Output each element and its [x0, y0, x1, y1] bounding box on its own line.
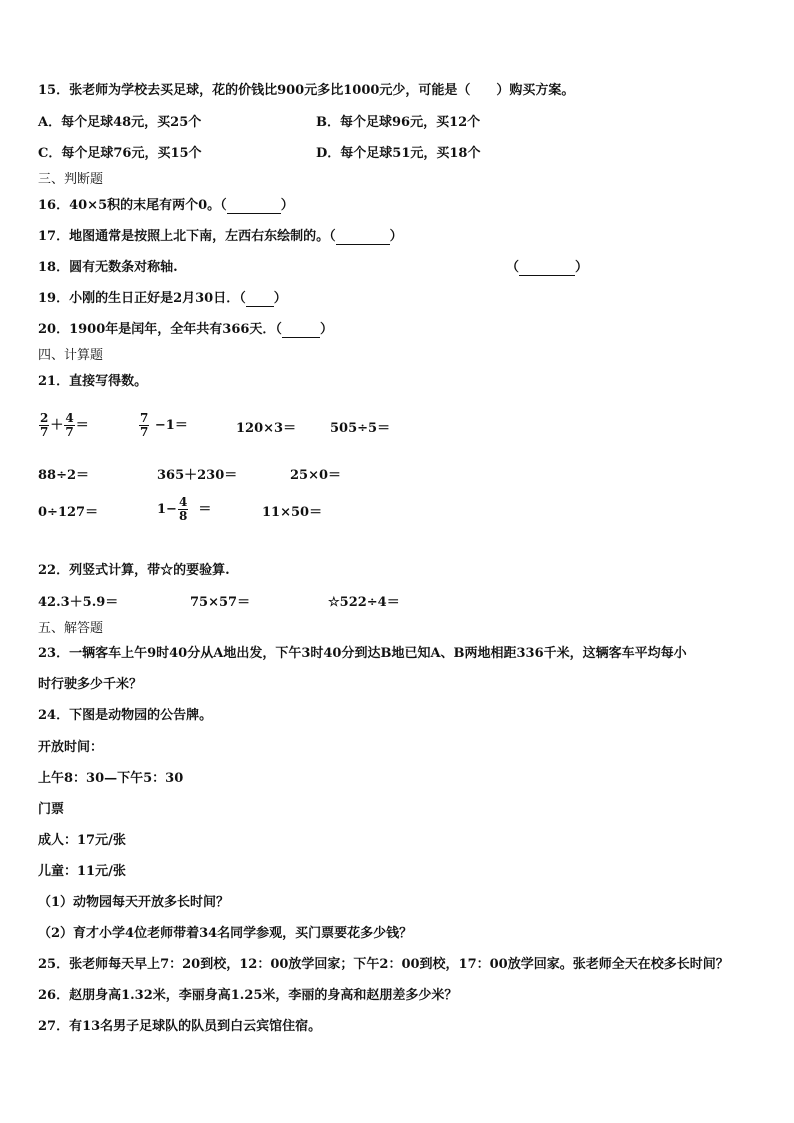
- q22-expr-3: ☆522÷4＝: [328, 595, 400, 610]
- fraction: [139, 412, 149, 439]
- q23-line-2: 时行驶多少千米？: [38, 677, 143, 692]
- notice-open-hours: 上午8：30—下午5：30: [38, 771, 184, 786]
- q20: [38, 322, 333, 338]
- q16-text: 16．40×5积的末尾有两个0。: [38, 198, 221, 213]
- expr-prefix: 1−: [157, 502, 177, 517]
- q16-close: ）: [280, 198, 294, 213]
- q20-answer-blank[interactable]: [282, 325, 320, 338]
- q21-title: 21．直接写得数。: [38, 374, 148, 389]
- section-5-heading: 五、解答题: [38, 621, 104, 636]
- numerator: 4: [178, 495, 188, 509]
- q21-expr-3: 120×3＝: [236, 421, 297, 436]
- notice-ticket-label: 门票: [38, 802, 65, 817]
- numerator: 4: [65, 411, 74, 425]
- q19-close: ）: [273, 291, 287, 306]
- q24-sub-1: （1）动物园每天开放多长时间？: [38, 895, 230, 910]
- q17-open: （: [329, 229, 336, 244]
- q18-answer: [506, 260, 588, 276]
- denominator: 7: [65, 425, 74, 439]
- q17-text: 17．地图通常是按照上北下南，左西右东绘制的。: [38, 229, 330, 244]
- q21-expr-4: 505÷5＝: [330, 421, 391, 436]
- q21-expr-5: 88÷2＝: [38, 468, 90, 483]
- section-3-heading: 三、判断题: [38, 172, 104, 187]
- denominator: 8: [178, 509, 188, 523]
- fraction: [178, 496, 188, 523]
- q18-answer-blank[interactable]: [519, 263, 575, 276]
- q20-open: （: [275, 322, 282, 337]
- q15-option-b: B．每个足球96元，买12个: [316, 115, 481, 130]
- q15-option-a: A．每个足球48元，买25个: [38, 115, 202, 130]
- q21-expr-9: [157, 496, 211, 523]
- q21-expr-2: [138, 412, 188, 439]
- q15-option-d: D．每个足球51元，买18个: [316, 146, 481, 161]
- q22-expr-2: 75×57＝: [190, 595, 251, 610]
- q20-text: 20．1900年是闰年，全年共有366天．: [38, 322, 276, 337]
- q27: 27．有13名男子足球队的队员到白云宾馆住宿。: [38, 1019, 322, 1034]
- q15-option-c: C．每个足球76元，买15个: [38, 146, 202, 161]
- q21-expr-10: 11×50＝: [262, 505, 323, 520]
- q19-open: （: [239, 291, 246, 306]
- q19-text: 19．小刚的生日正好是2月30日．: [38, 291, 240, 306]
- q19: [38, 291, 287, 307]
- fraction: [64, 412, 74, 439]
- q18-close: ）: [575, 260, 589, 275]
- notice-adult-price: 成人：17元/张: [38, 833, 126, 848]
- q24-title: 24．下图是动物园的公告牌。: [38, 708, 213, 723]
- q20-close: ）: [319, 322, 333, 337]
- numerator: 7: [140, 411, 149, 425]
- q24-sub-2: （2）育才小学4位老师带着34名同学参观，买门票要花多少钱？: [38, 926, 413, 941]
- q21-expr-7: 25×0＝: [290, 468, 342, 483]
- denominator: 7: [40, 425, 49, 439]
- q21-expr-8: 0÷127＝: [38, 505, 99, 520]
- q16-answer-blank[interactable]: [227, 201, 281, 214]
- q17: [38, 229, 403, 245]
- q21-expr-1: [38, 412, 89, 439]
- equals-sign: ＝: [75, 418, 89, 433]
- equals-sign: ＝: [198, 502, 212, 517]
- q22-expr-1: 42.3＋5.9＝: [38, 595, 119, 610]
- denominator: 7: [140, 425, 149, 439]
- section-4-heading: 四、计算题: [38, 348, 104, 363]
- q16-open: （: [220, 198, 227, 213]
- q16: [38, 198, 294, 214]
- notice-child-price: 儿童：11元/张: [38, 864, 126, 879]
- q18-open: （: [506, 260, 520, 275]
- plus-sign: ＋: [50, 418, 64, 433]
- notice-open-hours-label: 开放时间：: [38, 740, 104, 755]
- q17-answer-blank[interactable]: [336, 232, 390, 245]
- numerator: 2: [40, 411, 49, 425]
- q26: 26．赵朋身高1.32米，李丽身高1.25米，李丽的身高和赵朋差多少米？: [38, 988, 458, 1003]
- q23-line-1: 23．一辆客车上午9时40分从A地出发，下午3时40分到达B地已知A、B两地相距336千米，这辆客车平均每小: [38, 646, 687, 661]
- fraction: [39, 412, 49, 439]
- expr-rest: −1＝: [154, 418, 188, 433]
- q17-close: ）: [389, 229, 403, 244]
- q19-answer-blank[interactable]: [246, 294, 274, 307]
- q15-stem: 15．张老师为学校去买足球，花的价钱比900元多比1000元少，可能是（ ）购买方案。: [38, 83, 575, 98]
- q22-title: 22．列竖式计算，带☆的要验算.: [38, 563, 230, 578]
- q21-expr-6: 365＋230＝: [157, 468, 238, 483]
- q25: 25．张老师每天早上7：20到校，12：00放学回家；下午2：00到校，17：00放学回家。张老师全天在校多长时间？: [38, 957, 729, 972]
- q18-text: 18．圆有无数条对称轴.: [38, 260, 178, 275]
